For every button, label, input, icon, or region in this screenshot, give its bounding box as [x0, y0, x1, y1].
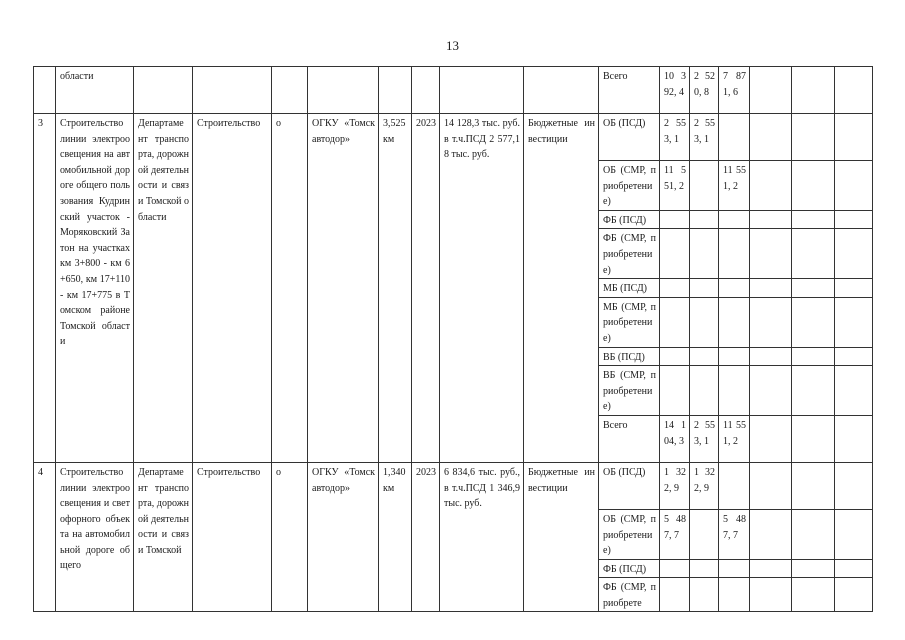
cost-cell: 14 128,3 тыс. руб. в т.ч.ПСД 2 577,18 тыс. руб.: [440, 114, 524, 463]
funding-source-cell: Всего: [599, 67, 660, 114]
amount-smr-cell: [719, 297, 750, 347]
amount-pd-cell: [690, 347, 719, 366]
amount-total-cell: 1 322, 9: [660, 462, 690, 509]
department-cell: Департамент транспорта, дорожной деятельности и связи Томской области: [134, 114, 193, 463]
empty-cell: [750, 347, 792, 366]
empty-cell: [835, 462, 873, 509]
kind-cell: Строительство: [193, 114, 272, 463]
funding-source-cell: Всего: [599, 415, 660, 462]
empty-cell: [835, 67, 873, 114]
empty-cell: [835, 279, 873, 298]
amount-total-cell: [660, 279, 690, 298]
project-name-cell: Строительство линии электроосвещения на автомобильной дороге общего пользования Кудринский участок - Моряковский Затон на участках км 3+800 - км 6+650, км 17+110 - км 17+775 в Томском районе Томской области: [56, 114, 134, 463]
cost-cell: 6 834,6 тыс. руб.,в т.ч.ПСД 1 346,9 тыс. руб.: [440, 462, 524, 612]
empty-cell: [792, 297, 835, 347]
amount-smr-cell: [719, 578, 750, 612]
amount-pd-cell: 2 520, 8: [690, 67, 719, 114]
amount-total-cell: [660, 229, 690, 279]
empty-cell: [750, 366, 792, 416]
amount-total-cell: [660, 578, 690, 612]
amount-pd-cell: [690, 509, 719, 559]
amount-pd-cell: [690, 210, 719, 229]
amount-total-cell: [660, 366, 690, 416]
year-cell: 2023: [412, 462, 440, 612]
funding-source-cell: ФБ (СМР, приобретение): [599, 229, 660, 279]
empty-cell: [792, 509, 835, 559]
empty-cell: [792, 67, 835, 114]
amount-total-cell: 2 553, 1: [660, 114, 690, 161]
amount-smr-cell: [719, 210, 750, 229]
capacity-cell: [379, 67, 412, 114]
amount-smr-cell: [719, 279, 750, 298]
amount-pd-cell: [690, 366, 719, 416]
amount-smr-cell: [719, 462, 750, 509]
amount-smr-cell: 7 871, 6: [719, 67, 750, 114]
amount-pd-cell: 2 553, 1: [690, 114, 719, 161]
amount-smr-cell: [719, 229, 750, 279]
funding-source-cell: ОБ (ПСД): [599, 114, 660, 161]
project-number-cell: 3: [34, 114, 56, 463]
funding-source-cell: МБ (ПСД): [599, 279, 660, 298]
organization-cell: ОГКУ «Томскавтодор»: [308, 114, 379, 463]
page-number: 13: [446, 38, 459, 53]
empty-cell: [792, 366, 835, 416]
amount-total-cell: 14 104, 3: [660, 415, 690, 462]
amount-pd-cell: 2 553, 1: [690, 415, 719, 462]
funding-source-cell: ВБ (СМР, приобретение): [599, 366, 660, 416]
kind-cell: [193, 67, 272, 114]
empty-cell: [750, 161, 792, 211]
ob-cell: о: [272, 462, 308, 612]
form-cell: Бюджетные инвестиции: [524, 114, 599, 463]
amount-pd-cell: [690, 559, 719, 578]
empty-cell: [792, 210, 835, 229]
empty-cell: [835, 229, 873, 279]
table-row: [34, 462, 873, 509]
empty-cell: [792, 578, 835, 612]
empty-cell: [792, 347, 835, 366]
department-cell: Департамент транспорта, дорожной деятельности и связи Томской: [134, 462, 193, 612]
empty-cell: [792, 462, 835, 509]
table-row: [34, 114, 873, 161]
empty-cell: [750, 559, 792, 578]
project-number-cell: 4: [34, 462, 56, 612]
empty-cell: [750, 415, 792, 462]
empty-cell: [835, 347, 873, 366]
empty-cell: [750, 229, 792, 279]
amount-total-cell: [660, 559, 690, 578]
empty-cell: [792, 279, 835, 298]
amount-smr-cell: [719, 366, 750, 416]
empty-cell: [750, 509, 792, 559]
amount-pd-cell: [690, 161, 719, 211]
empty-cell: [835, 509, 873, 559]
amount-total-cell: [660, 347, 690, 366]
funding-source-cell: ОБ (СМР, приобретение): [599, 161, 660, 211]
amount-smr-cell: [719, 347, 750, 366]
empty-cell: [835, 297, 873, 347]
empty-cell: [750, 114, 792, 161]
ob-cell: [272, 67, 308, 114]
organization-cell: ОГКУ «Томскавтодор»: [308, 462, 379, 612]
amount-smr-cell: 11 551, 2: [719, 415, 750, 462]
empty-cell: [792, 415, 835, 462]
funding-source-cell: ФБ (СМР, приобрете: [599, 578, 660, 612]
empty-cell: [750, 210, 792, 229]
amount-total-cell: 5 487, 7: [660, 509, 690, 559]
empty-cell: [750, 67, 792, 114]
amount-total-cell: [660, 210, 690, 229]
empty-cell: [792, 161, 835, 211]
form-cell: [524, 67, 599, 114]
funding-source-cell: ФБ (ПСД): [599, 559, 660, 578]
funding-source-cell: ВБ (ПСД): [599, 347, 660, 366]
empty-cell: [835, 415, 873, 462]
cost-cell: [440, 67, 524, 114]
empty-cell: [750, 279, 792, 298]
amount-total-cell: 11 551, 2: [660, 161, 690, 211]
department-cell: [134, 67, 193, 114]
capacity-cell: 1,340 км: [379, 462, 412, 612]
amount-smr-cell: [719, 114, 750, 161]
funding-source-cell: ОБ (ПСД): [599, 462, 660, 509]
amount-pd-cell: [690, 578, 719, 612]
amount-pd-cell: [690, 297, 719, 347]
empty-cell: [835, 578, 873, 612]
capacity-cell: 3,525 км: [379, 114, 412, 463]
empty-cell: [750, 462, 792, 509]
empty-cell: [835, 161, 873, 211]
empty-cell: [835, 210, 873, 229]
organization-cell: [308, 67, 379, 114]
ob-cell: о: [272, 114, 308, 463]
amount-smr-cell: [719, 559, 750, 578]
empty-cell: [835, 366, 873, 416]
amount-smr-cell: 11 551, 2: [719, 161, 750, 211]
investment-table: [33, 66, 873, 612]
num-cell: [34, 67, 56, 114]
empty-cell: [792, 229, 835, 279]
year-cell: 2023: [412, 114, 440, 463]
year-cell: [412, 67, 440, 114]
funding-source-cell: ФБ (ПСД): [599, 210, 660, 229]
empty-cell: [835, 559, 873, 578]
amount-pd-cell: [690, 279, 719, 298]
empty-cell: [750, 578, 792, 612]
empty-cell: [750, 297, 792, 347]
amount-total-cell: [660, 297, 690, 347]
amount-pd-cell: [690, 229, 719, 279]
amount-pd-cell: 1 322, 9: [690, 462, 719, 509]
table-row: [34, 67, 873, 114]
empty-cell: [792, 559, 835, 578]
amount-total-cell: 10 392, 4: [660, 67, 690, 114]
kind-cell: Строительство: [193, 462, 272, 612]
form-cell: Бюджетные инвестиции: [524, 462, 599, 612]
funding-source-cell: МБ (СМР, приобретение): [599, 297, 660, 347]
project-name-cell: области: [56, 67, 134, 114]
project-name-cell: Строительство линии электроосвещения и светофорного объекта на автомобильной дороге общего: [56, 462, 134, 612]
funding-source-cell: ОБ (СМР, приобретение): [599, 509, 660, 559]
amount-smr-cell: 5 487, 7: [719, 509, 750, 559]
empty-cell: [835, 114, 873, 161]
empty-cell: [792, 114, 835, 161]
